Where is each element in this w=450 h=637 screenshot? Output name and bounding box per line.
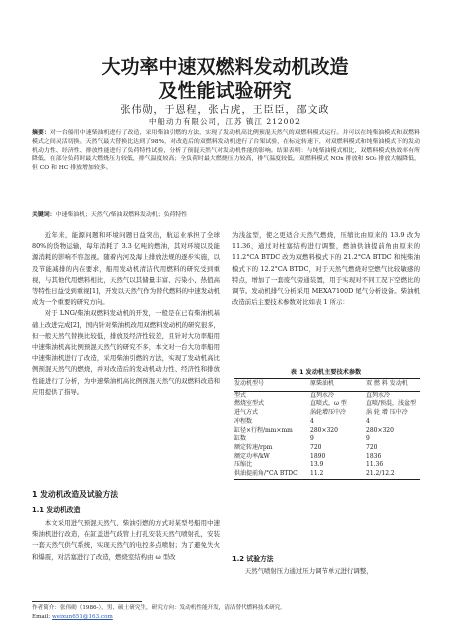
table-cell: 1890: [310, 452, 326, 460]
abstract-label: 摘要：: [32, 130, 50, 136]
keywords: [32, 211, 420, 219]
table-row: [234, 418, 420, 427]
section-1-2-heading: 1.2 试验方法: [232, 555, 274, 563]
table-cell: 缸径×行程/mm×mm: [234, 426, 293, 434]
table-header-cell: 原柴油机: [310, 379, 366, 392]
email-label: Email:: [32, 614, 52, 620]
email-line: [32, 613, 422, 622]
table-cell: 280×320: [366, 426, 394, 434]
abstract-text: 对一台船用中速柴油机进行了改造，采用柴油引燃的方法，实现了发动机高比例预混天然气的双燃料模式运行。并可以在纯柴油模式和双燃料模式之间灵活切换。天然气最大替换比达到了98%，对改造后的双燃料发动机进行了台架试验，在标定转速下，对双燃料模式和纯柴油模式下的发动机动力性、经济性、排放性能进行了负荷特性试验，分析了预混天然气对发动机性能的影响。结果表明：与纯柴油模式相比，双燃料模式热效率有所降低，在部分负荷时最大燃烧压力较低，排气温度较高；全负荷时最大燃烧压力较高，排气温度较低。双燃料模式 NOx 排放和 SO₂ 排放大幅降低，但 CO 和 HC 排放增加较多。: [32, 130, 421, 172]
section-1-1-body: [32, 518, 220, 563]
keywords-text: 中速柴油机；天然气/柴油双燃料发动机；负荷特性: [55, 212, 188, 218]
table-header-row: [234, 379, 420, 392]
section-1-1-heading: 1.1 发动机改造: [32, 506, 81, 514]
table-cell: 直列水冷: [310, 391, 335, 399]
section-1-2-paragraph: 天然气喷射压力通过压力调节单元进行调整，: [244, 567, 373, 575]
section-1-2-body: [232, 566, 420, 577]
table-row: [234, 470, 420, 479]
table-cell: 额定转速/rpm: [234, 443, 273, 451]
table-cell: 压缩比: [234, 461, 253, 469]
table-cell: 720: [310, 443, 322, 451]
table-row: [234, 444, 420, 453]
footnote: [32, 604, 422, 622]
table-cell: 720: [366, 443, 378, 451]
table-cell: 直列水冷: [366, 391, 391, 399]
paper-title-line1: 大功率中速双燃料发动机改造: [101, 56, 349, 78]
table-cell: 9: [366, 435, 370, 443]
table-cell: 11.36: [366, 461, 384, 469]
section-1-heading: 1 发动机改造及试验方法: [32, 490, 119, 499]
intro-paragraph-1: 近年来，能源问题和环境问题日益突出，航运业承担了全球 80%的货物运输，每年消耗了 3.3 亿吨的燃油，其对环境以及能源消耗的影响不容忽视。随着内河及海上排放法规的逐步实施，以及节能减排的内在要求，船用发动机清洁代用燃料的研究受到重视，与其他代用燃料相比，天然气以其储量丰富、污染小、热值高等特性日益受到重视[1]，开发以天然气作为替代燃料的中速发动机成为一个重要的研究方向。: [32, 231, 220, 307]
table-cell: 9: [310, 435, 314, 443]
table-cell: 1836: [366, 452, 382, 460]
table-cell: 直喷式，ω 型: [310, 400, 347, 408]
table-header-cell: 双 燃 料 发动机: [366, 379, 420, 392]
table-cell: 13.9: [310, 461, 324, 469]
table-cell: 型式: [234, 391, 247, 399]
table-caption: 表 1 发动机主要技术参数: [290, 369, 362, 376]
table-cell: 直喷/预混，浅盆型: [366, 400, 417, 408]
table-row: [234, 461, 420, 470]
left-column: [32, 230, 220, 398]
table-cell: 额定功率/kW: [234, 452, 270, 460]
table-row: [234, 400, 420, 409]
table-cell: 4: [310, 417, 314, 425]
table-cell: 进气方式: [234, 409, 259, 417]
table-row: [234, 453, 420, 462]
table-cell: 缸数: [234, 435, 247, 443]
right-column: [232, 230, 420, 308]
table-row: [234, 435, 420, 444]
table-cell: 11.2: [310, 470, 366, 479]
table-cell: 涡轮增压中冷: [310, 409, 347, 417]
table-cell: 供油提前角/°CA BTDC: [234, 470, 310, 479]
footnote-divider: [32, 601, 142, 602]
abstract: [32, 129, 420, 173]
table-cell: 4: [366, 417, 370, 425]
right-paragraph: 为浅盆型，使之更适合天然气燃烧，压缩比由原来的 13.9 改为 11.36，通过对柱塞结构进行调整，燃油供油提前角由原来的 11.2°CA BTDC 改为双燃料模式下的 21.2°CA BTDC 和纯柴油模式下的 12.2°CA BTDC，对于天然气燃烧对空燃气比较敏感的特点，增加了一套废气旁通装置，用于实现对不同工况下空燃比的调节。发动机排气分析采用 MEXA7100D 尾气分析设备。柴油机改造前后主要技术参数对比如表 1 所示：: [232, 231, 420, 307]
table-cell: 燃烧室型式: [234, 400, 265, 408]
table-cell: 21.2/12.2: [366, 470, 420, 479]
authors: 张伟勋，于恩程，张占虎，王臣臣，邵文政: [120, 105, 330, 116]
table-cell: 涡 轮 增 压中冷: [366, 409, 408, 417]
email-link[interactable]: weixun651@163.com: [51, 614, 113, 620]
engine-parameter-table: [234, 378, 420, 480]
table-cell: 280×320: [310, 426, 338, 434]
paper-title-line2: 及性能试验研究: [158, 80, 292, 102]
table-row: [234, 427, 420, 436]
keywords-label: 关键词：: [32, 212, 56, 218]
table-header-cell: 发动机型号: [234, 379, 310, 392]
intro-paragraph-2: 对于 LNG/柴油双燃料发动机的开发，一般是在已有柴油机基础上改进完成[2]，国内针对柴油机改用双燃料发动机的研究很多，但一般天然气替换比较低，排放及经济性较差，且针对大功率船用中速柴油机高比例预混天然气的研究不多，本文对一台大功率船用中速柴油机进行了改造，采用柴油引燃的方法，实现了发动机高比例预混天然气的燃烧，并对改造后的发动机动力性、经济性和排放性能进行了分析，为中速柴油机高比例预混天然气的双燃料改造和应用提供了指导。: [32, 309, 220, 396]
affiliation: 中船动力有限公司，江苏 镇江 212002: [149, 117, 301, 126]
author-bio: 作者简介：张伟勋（1986-），男，硕士研究生，研究方向：发动机性能开发，清洁替代燃料技术研究。: [32, 605, 286, 611]
table-row: [234, 409, 420, 418]
table-cell: 冲程数: [234, 417, 253, 425]
section-1-1-paragraph: 本文采用进气预混天然气、柴油引燃的方式对某型号船用中速柴油机进行改造，在缸盖进气歧管上打孔安装天然气喷射孔，安装一套天然气供气系统，实现天然气的电控多点喷射；为了避免失火和爆震，对活塞进行了改造，燃烧室结构由 ω 型改: [32, 519, 220, 561]
